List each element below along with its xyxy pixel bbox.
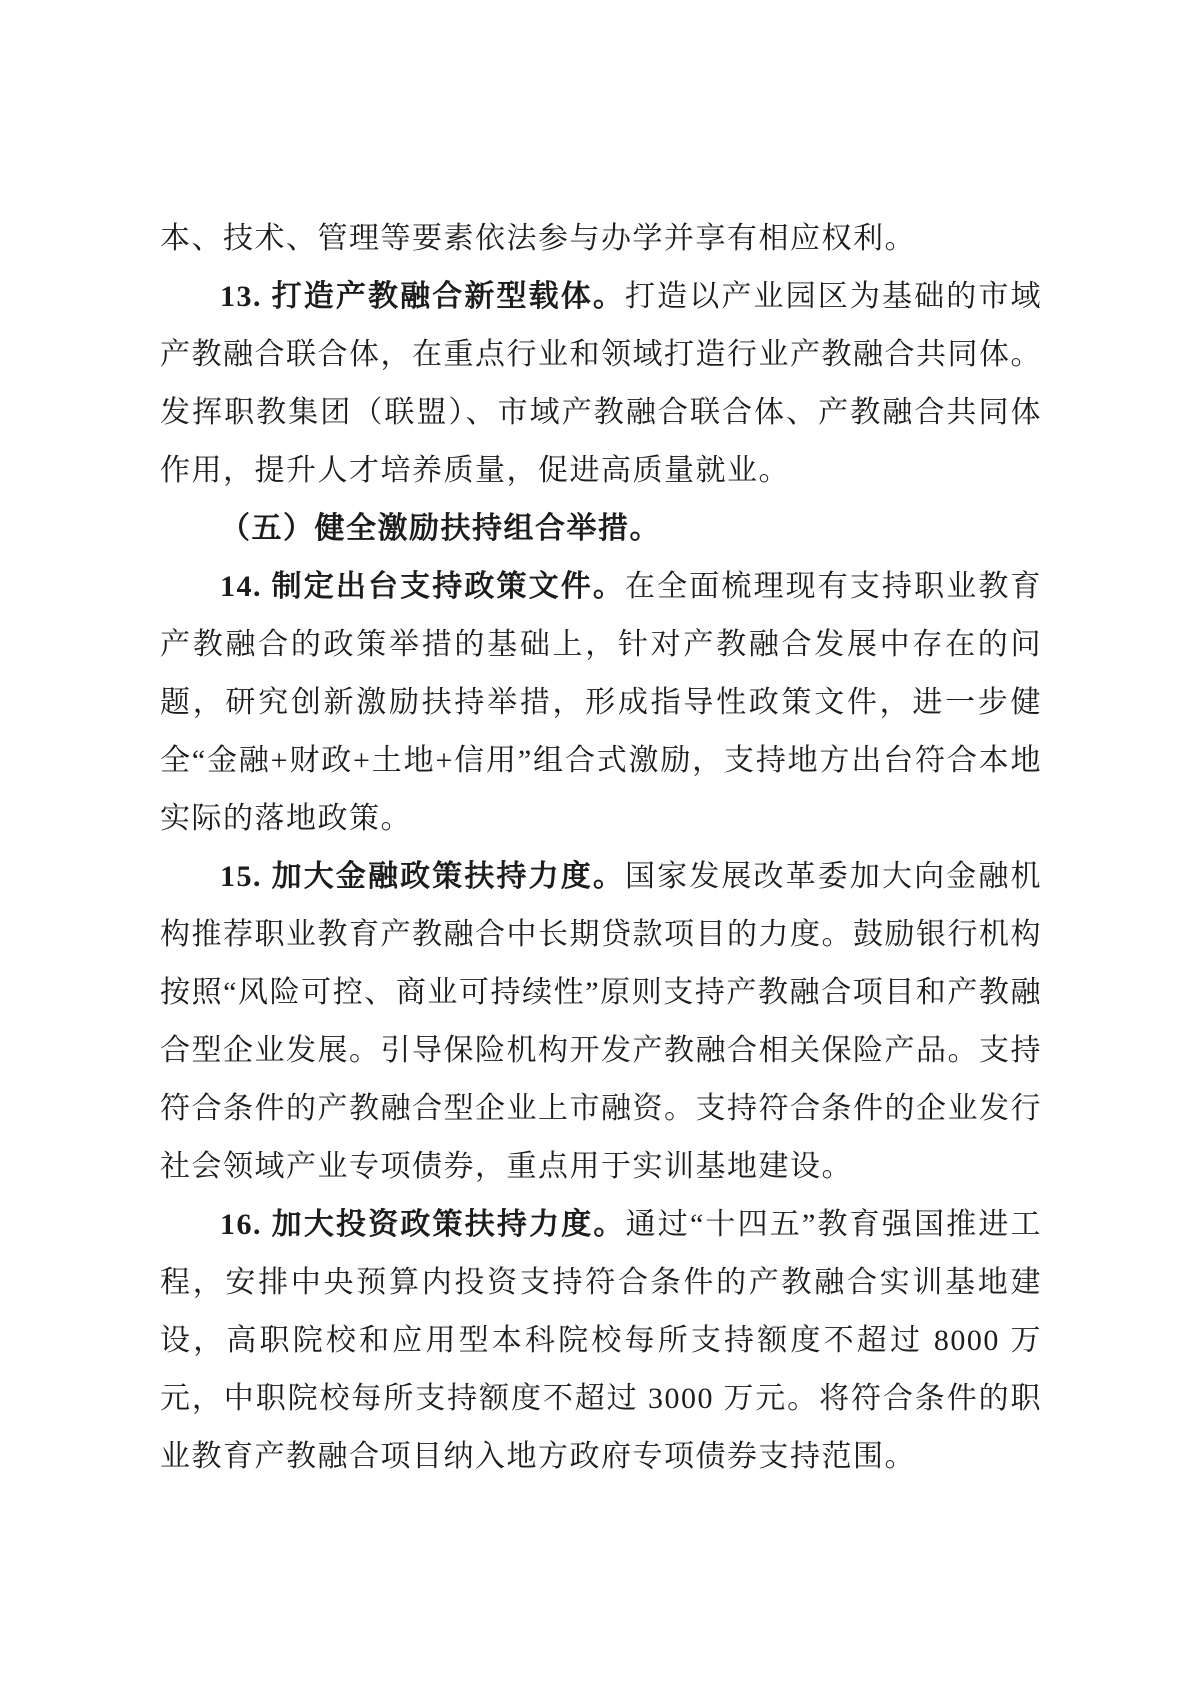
item-title-run: 16. 加大投资政策扶持力度。	[220, 1208, 626, 1241]
paragraph-item-14	[160, 558, 1042, 848]
paragraph-continuation	[160, 210, 1042, 268]
body-text-run: 国家发展改革委加大向金融机构推荐职业教育产教融合中长期贷款项目的力度。鼓励银行机构按照“风险可控、商业可持续性”原则支持产教融合项目和产教融合型企业发展。引导保险机构开发产教融合相关保险产品。支持符合条件的产教融合型企业上市融资。支持符合条件的企业发行社会领域产业专项债券，重点用于实训基地建设。	[160, 860, 1042, 1183]
body-text-run: 在全面梳理现有支持职业教育产教融合的政策举措的基础上，针对产教融合发展中存在的问题，研究创新激励扶持举措，形成指导性政策文件，进一步健全“金融+财政+土地+信用”组合式激励，支持地方出台符合本地实际的落地政策。	[160, 570, 1042, 835]
body-text-run: 本、技术、管理等要素依法参与办学并享有相应权利。	[160, 222, 916, 255]
paragraph-item-16	[160, 1196, 1042, 1486]
document-body	[160, 210, 1042, 1486]
body-text-run: 打造以产业园区为基础的市域产教融合联合体，在重点行业和领域打造行业产教融合共同体。发挥职教集团（联盟）、市域产教融合联合体、产教融合共同体作用，提升人才培养质量，促进高质量就业。	[160, 280, 1042, 487]
item-title-run: （五）健全激励扶持组合举措。	[220, 512, 661, 545]
paragraph-section-heading-5	[160, 500, 1042, 558]
item-title-run: 14. 制定出台支持政策文件。	[220, 570, 625, 603]
item-title-run: 15. 加大金融政策扶持力度。	[220, 860, 625, 893]
item-title-run: 13. 打造产教融合新型载体。	[220, 280, 625, 313]
body-text-run: 通过“十四五”教育强国推进工程，安排中央预算内投资支持符合条件的产教融合实训基地建设，高职院校和应用型本科院校每所支持额度不超过 8000 万元，中职院校每所支持额度不超过 3000 万元。将符合条件的职业教育产教融合项目纳入地方政府专项债券支持范围。	[160, 1208, 1042, 1473]
paragraph-item-15	[160, 848, 1042, 1196]
paragraph-item-13	[160, 268, 1042, 500]
